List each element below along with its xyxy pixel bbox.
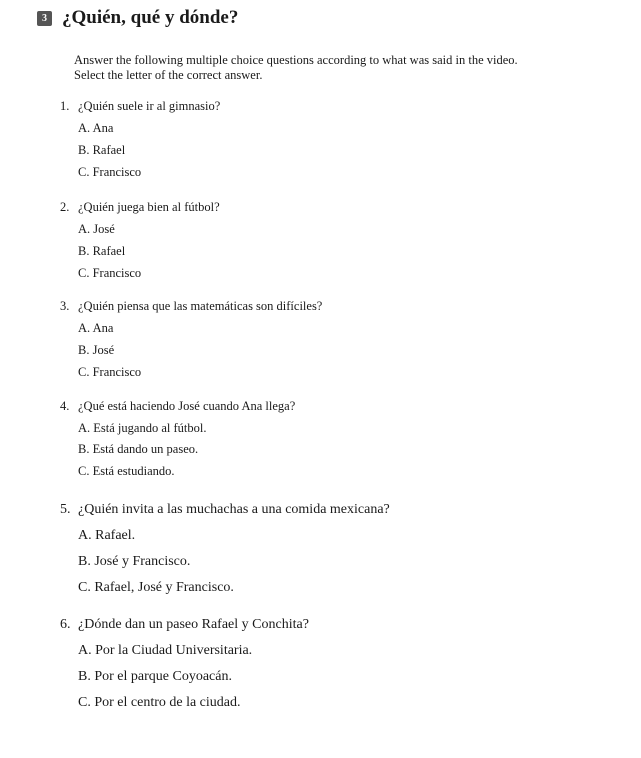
answer-option[interactable]: C. Rafael, José y Francisco.	[78, 580, 234, 595]
question-prompt: ¿Quién suele ir al gimnasio?	[78, 99, 221, 113]
question-prompt: ¿Dónde dan un paseo Rafael y Conchita?	[78, 617, 309, 632]
question-text	[60, 399, 295, 414]
answer-option[interactable]: A. Ana	[78, 121, 114, 135]
instructions	[74, 53, 518, 83]
answer-option[interactable]: A. Por la Ciudad Universitaria.	[78, 643, 253, 658]
section-title: ¿Quién, qué y dónde?	[62, 7, 239, 28]
instruction-line: Select the letter of the correct answer.	[74, 68, 263, 82]
question-number: 1.	[60, 99, 70, 113]
answer-option[interactable]: A. José	[78, 222, 115, 236]
question-6	[60, 617, 309, 711]
answer-option[interactable]: A. Está jugando al fútbol.	[78, 420, 207, 435]
answer-option[interactable]: B. Rafael	[78, 143, 126, 157]
question-text	[60, 200, 220, 215]
answer-option[interactable]: A. Ana	[78, 321, 114, 335]
answer-option[interactable]: A. Rafael.	[78, 528, 136, 543]
question-1	[60, 99, 220, 180]
answer-option[interactable]: C. Francisco	[78, 266, 142, 280]
answer-option[interactable]: C. Francisco	[78, 165, 142, 179]
question-prompt: ¿Quién juega bien al fútbol?	[78, 200, 220, 214]
answer-option[interactable]: B. Está dando un paseo.	[78, 442, 199, 456]
question-4	[60, 399, 295, 479]
answer-option[interactable]: B. José y Francisco.	[78, 554, 191, 569]
answer-option[interactable]: C. Por el centro de la ciudad.	[78, 695, 241, 710]
answer-option[interactable]: B. Rafael	[78, 244, 126, 258]
question-number: 5.	[60, 502, 71, 517]
question-text	[60, 502, 390, 518]
question-prompt: ¿Quién piensa que las matemáticas son difíciles?	[78, 299, 323, 313]
answer-option[interactable]: C. Está estudiando.	[78, 463, 175, 478]
question-3	[60, 299, 322, 380]
answer-option[interactable]: B. José	[78, 343, 115, 357]
section-number-badge: 3	[37, 11, 52, 26]
question-prompt: ¿Quién invita a las muchachas a una comida mexicana?	[78, 502, 390, 517]
instruction-line: Answer the following multiple choice questions according to what was said in the video.	[74, 53, 518, 67]
question-number: 3.	[60, 299, 70, 313]
question-number: 2.	[60, 200, 70, 214]
question-number: 6.	[60, 617, 71, 632]
answer-option[interactable]: C. Francisco	[78, 365, 142, 379]
question-text	[60, 299, 322, 314]
answer-option[interactable]: B. Por el parque Coyoacán.	[78, 669, 232, 684]
question-number: 4.	[60, 399, 70, 413]
question-text	[60, 99, 220, 114]
question-5	[60, 502, 390, 596]
question-text	[60, 617, 309, 633]
question-prompt: ¿Qué está haciendo José cuando Ana llega?	[78, 399, 296, 413]
question-2	[60, 200, 220, 281]
